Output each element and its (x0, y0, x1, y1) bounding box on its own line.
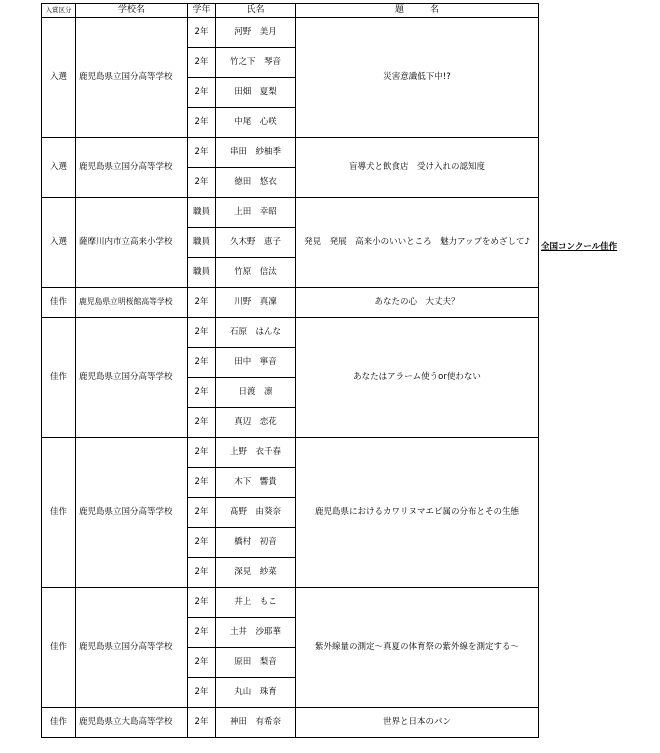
award-cell: 佳作 (42, 708, 76, 738)
table-row (42, 288, 539, 318)
school-cell: 鹿児島県立国分高等学校 (76, 318, 188, 438)
header-title-right: 名 (430, 4, 440, 15)
grade-cell: 2年 (188, 588, 216, 618)
award-cell: 入選 (42, 198, 76, 288)
school-cell: 鹿児島県立国分高等学校 (76, 138, 188, 198)
name-cell: 竹原 信汰 (216, 258, 296, 288)
grade-cell: 2年 (188, 48, 216, 78)
name-cell: 石原 はんな (216, 318, 296, 348)
header-award: 入賞区分 (42, 4, 76, 18)
title-cell: あなたはアラーム使うor使わない (296, 318, 539, 438)
table-row (42, 318, 539, 348)
grade-cell: 2年 (188, 288, 216, 318)
grade-cell: 2年 (188, 168, 216, 198)
header-title (296, 4, 539, 18)
name-cell: 橋村 初音 (216, 528, 296, 558)
grade-cell: 2年 (188, 18, 216, 48)
grade-cell: 2年 (188, 318, 216, 348)
name-cell: 真辺 恋花 (216, 408, 296, 438)
grade-cell: 2年 (188, 378, 216, 408)
name-cell: 井上 もこ (216, 588, 296, 618)
title-cell: 鹿児島県におけるカワリヌマエビ属の分布とその生態 (296, 438, 539, 588)
name-cell: 原田 梨音 (216, 648, 296, 678)
school-cell: 薩摩川内市立高来小学校 (76, 198, 188, 288)
title-cell: 発見 発展 高来小のいいところ 魅力アップをめざして♪ (296, 198, 539, 288)
table-row (42, 18, 539, 48)
grade-cell: 2年 (188, 618, 216, 648)
award-cell: 佳作 (42, 288, 76, 318)
title-cell: 世界と日本のパン (296, 708, 539, 738)
table-row (42, 708, 539, 738)
name-cell: 竹之下 琴音 (216, 48, 296, 78)
table-row (42, 138, 539, 168)
national-contest-note: 全国コンクール佳作 (541, 242, 618, 252)
grade-cell: 2年 (188, 408, 216, 438)
header-grade: 学年 (188, 4, 216, 18)
name-cell: 上田 幸昭 (216, 198, 296, 228)
name-cell: 上野 衣千春 (216, 438, 296, 468)
school-cell: 鹿児島県立大島高等学校 (76, 708, 188, 738)
award-results-table (41, 3, 539, 738)
name-cell: 串田 紗柚季 (216, 138, 296, 168)
grade-cell: 2年 (188, 438, 216, 468)
school-cell: 鹿児島県立国分高等学校 (76, 438, 188, 588)
school-cell: 鹿児島県立国分高等学校 (76, 18, 188, 138)
grade-cell: 2年 (188, 708, 216, 738)
grade-cell: 2年 (188, 138, 216, 168)
title-cell: 紫外線量の測定～真夏の体育祭の紫外線を測定する～ (296, 588, 539, 708)
name-cell: 髙野 由葵奈 (216, 498, 296, 528)
title-cell: 災害意識低下中!? (296, 18, 539, 138)
name-cell: 田中 寧音 (216, 348, 296, 378)
grade-cell: 2年 (188, 468, 216, 498)
name-cell: 川野 真凜 (216, 288, 296, 318)
table-row (42, 438, 539, 468)
header-title-left: 題 (394, 4, 404, 15)
name-cell: 徳田 悠衣 (216, 168, 296, 198)
name-cell: 久木野 恵子 (216, 228, 296, 258)
grade-cell: 職員 (188, 228, 216, 258)
grade-cell: 職員 (188, 198, 216, 228)
award-cell: 入選 (42, 18, 76, 138)
grade-cell: 2年 (188, 348, 216, 378)
award-cell: 佳作 (42, 318, 76, 438)
header-school: 学校名 (76, 4, 188, 18)
name-cell: 日渡 凛 (216, 378, 296, 408)
award-cell: 佳作 (42, 438, 76, 588)
name-cell: 丸山 珠育 (216, 678, 296, 708)
name-cell: 深見 紗菜 (216, 558, 296, 588)
school-cell: 鹿児島県立国分高等学校 (76, 588, 188, 708)
title-cell: あなたの心 大丈夫？ (296, 288, 539, 318)
grade-cell: 職員 (188, 258, 216, 288)
grade-cell: 2年 (188, 528, 216, 558)
grade-cell: 2年 (188, 498, 216, 528)
table-row (42, 588, 539, 618)
grade-cell: 2年 (188, 678, 216, 708)
name-cell: 中尾 心咲 (216, 108, 296, 138)
name-cell: 河野 美月 (216, 18, 296, 48)
award-cell: 佳作 (42, 588, 76, 708)
grade-cell: 2年 (188, 78, 216, 108)
name-cell: 田畑 夏梨 (216, 78, 296, 108)
name-cell: 木下 響貴 (216, 468, 296, 498)
grade-cell: 2年 (188, 558, 216, 588)
name-cell: 土井 沙耶華 (216, 618, 296, 648)
header-name: 氏名 (216, 4, 296, 18)
school-cell: 鹿児島県立明桜館高等学校 (76, 288, 188, 318)
title-cell: 盲導犬と飲食店 受け入れの認知度 (296, 138, 539, 198)
grade-cell: 2年 (188, 648, 216, 678)
header-row (42, 4, 539, 18)
table-row (42, 198, 539, 228)
grade-cell: 2年 (188, 108, 216, 138)
award-cell: 入選 (42, 138, 76, 198)
name-cell: 神田 有希奈 (216, 708, 296, 738)
